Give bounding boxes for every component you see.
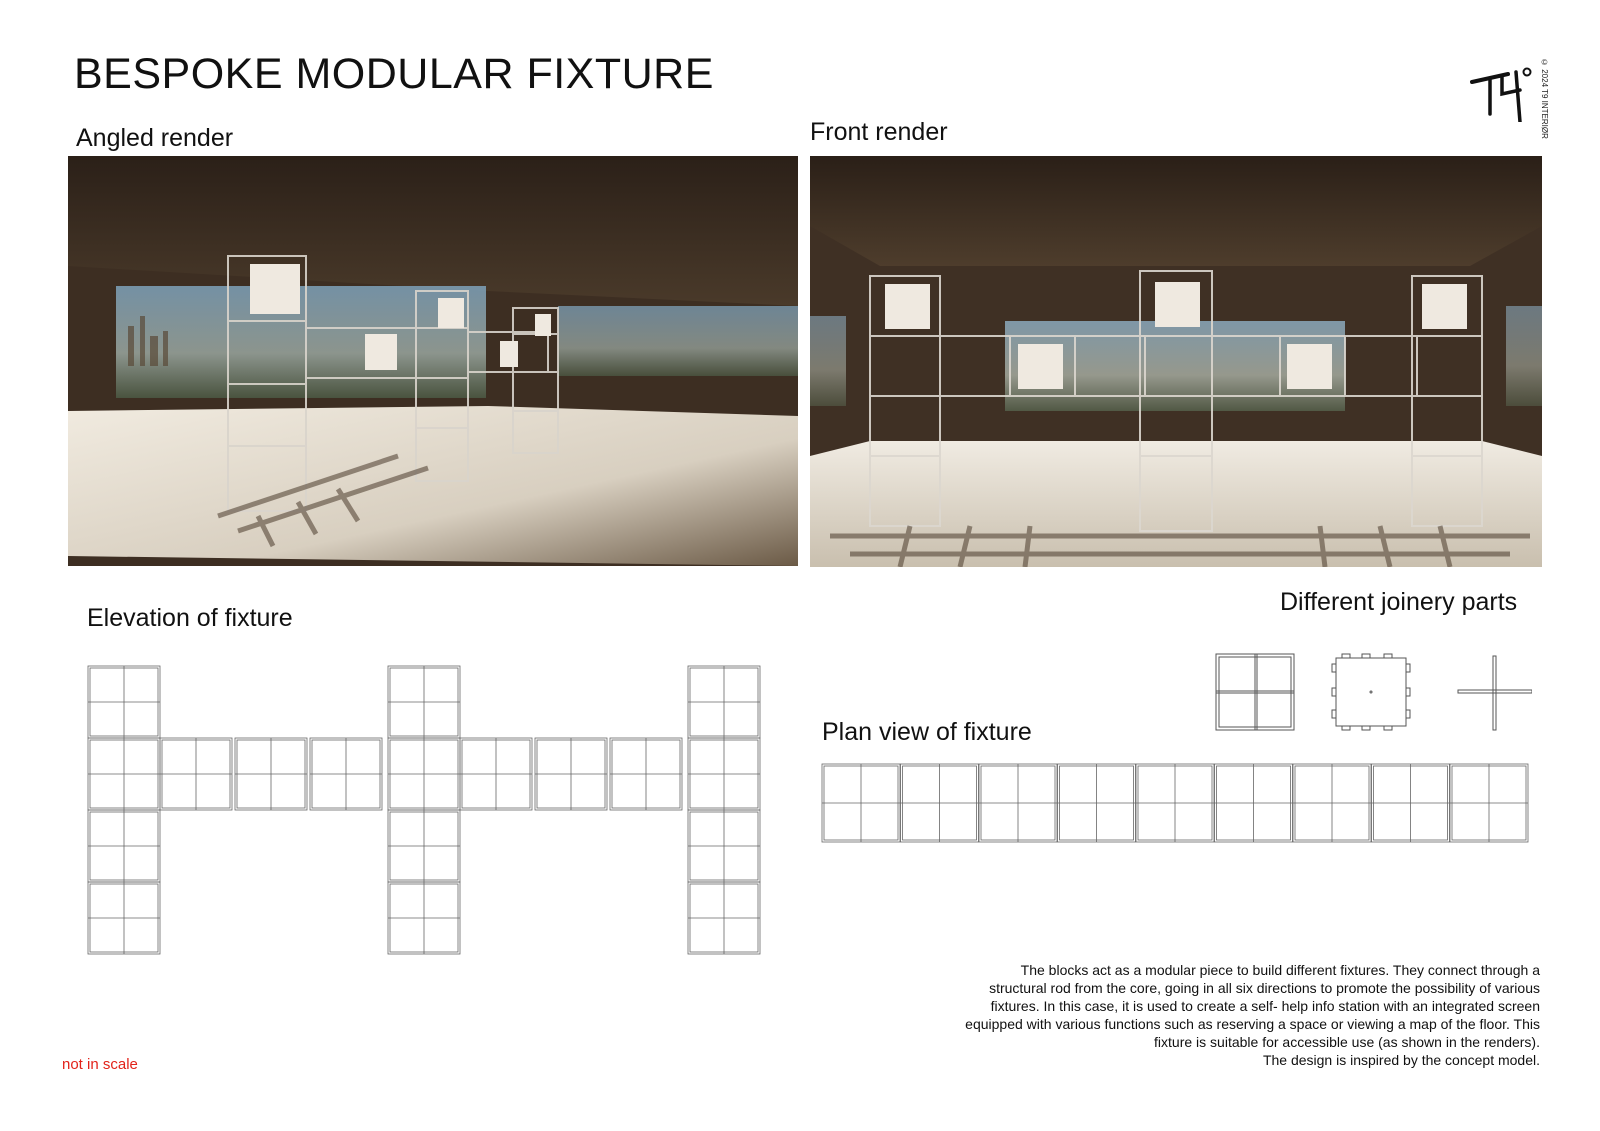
module-cell bbox=[388, 738, 460, 810]
module-cell bbox=[1136, 764, 1214, 842]
module-cell bbox=[610, 738, 682, 810]
not-in-scale-note: not in scale bbox=[62, 1056, 138, 1073]
description-line: fixtures. In this case, it is used to create a self- help info station with an integrated screen bbox=[990, 998, 1540, 1014]
description-text bbox=[880, 961, 1540, 1069]
module-cell bbox=[1058, 764, 1136, 842]
module-cell bbox=[1293, 764, 1371, 842]
joinery-part-plate bbox=[1332, 654, 1410, 730]
description-line: structural rod from the core, going in all six directions to promote the possibility of various bbox=[989, 980, 1540, 996]
description-line: equipped with various functions such as reserving a space or viewing a map of the floor. This bbox=[965, 1016, 1540, 1032]
page-title: BESPOKE MODULAR FIXTURE bbox=[74, 50, 714, 98]
module-cell bbox=[88, 810, 160, 882]
plan-view-drawing bbox=[820, 762, 1534, 846]
module-cell bbox=[88, 882, 160, 954]
module-cell bbox=[901, 764, 979, 842]
copyright-text: © 2024 T9 INTERIØR bbox=[1540, 58, 1549, 139]
module-cell bbox=[688, 666, 760, 738]
module-cell bbox=[822, 764, 900, 842]
module-cell bbox=[979, 764, 1057, 842]
module-cell bbox=[688, 882, 760, 954]
module-cell bbox=[460, 738, 532, 810]
joinery-label: Different joinery parts bbox=[1280, 588, 1518, 616]
description-line: The design is inspired by the concept model. bbox=[1262, 1052, 1540, 1068]
front-render-image bbox=[810, 156, 1542, 567]
joinery-part-rod bbox=[1458, 656, 1532, 730]
elevation-label: Elevation of fixture bbox=[87, 604, 293, 632]
module-cell bbox=[535, 738, 607, 810]
module-cell bbox=[1215, 764, 1293, 842]
module-cell bbox=[388, 810, 460, 882]
elevation-drawing bbox=[86, 664, 770, 962]
module-cell bbox=[235, 738, 307, 810]
module-cell bbox=[388, 666, 460, 738]
module-cell bbox=[160, 738, 232, 810]
module-cell bbox=[88, 666, 160, 738]
module-cell bbox=[688, 738, 760, 810]
front-render-label: Front render bbox=[810, 118, 948, 146]
module-cell bbox=[688, 810, 760, 882]
module-cell bbox=[88, 738, 160, 810]
angled-render-label: Angled render bbox=[76, 124, 234, 152]
module-cell bbox=[1372, 764, 1450, 842]
module-cell bbox=[1450, 764, 1528, 842]
plan-view-label: Plan view of fixture bbox=[822, 718, 1032, 746]
description-line: The blocks act as a modular piece to build different fixtures. They connect through a bbox=[1020, 962, 1540, 978]
description-line: fixture is suitable for accessible use (as shown in the renders). bbox=[1154, 1034, 1540, 1050]
angled-render-image bbox=[68, 156, 798, 566]
t9-logo bbox=[1468, 64, 1534, 127]
joinery-part-block bbox=[1216, 654, 1294, 730]
joinery-parts-drawing bbox=[1212, 650, 1532, 734]
module-cell bbox=[310, 738, 382, 810]
module-cell bbox=[388, 882, 460, 954]
